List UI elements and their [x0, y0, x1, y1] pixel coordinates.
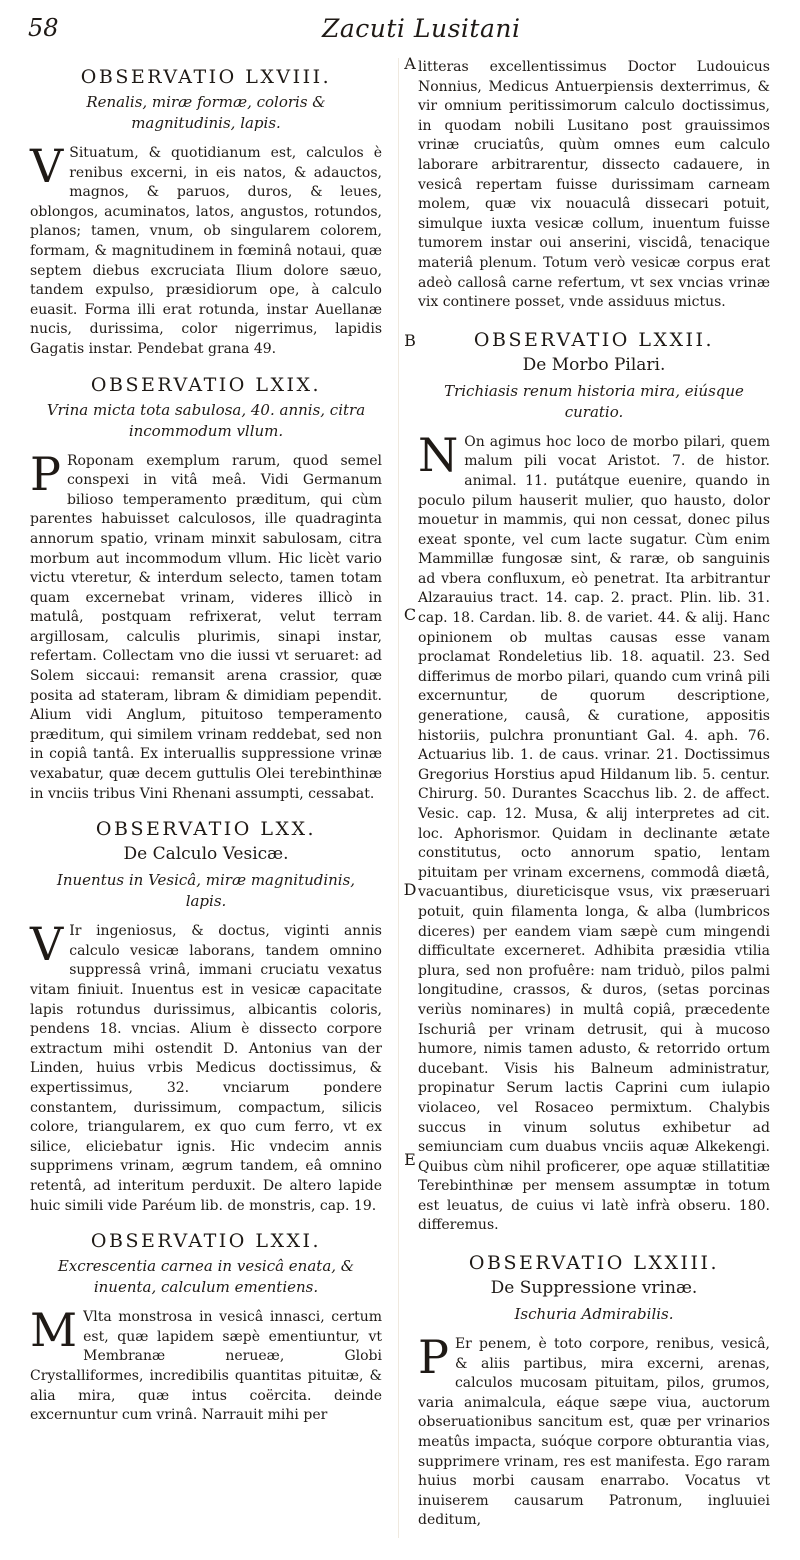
drop-cap: P [418, 1330, 449, 1385]
drop-cap: N [418, 427, 459, 482]
observation-heading: OBSERVATIO LXX. [95, 818, 317, 841]
drop-cap: V [30, 139, 64, 193]
observation-text [30, 917, 382, 1216]
drop-cap: M [30, 1303, 78, 1358]
observation-summary: Trichiasis renum historia mira, eiúsque curatio. [444, 381, 744, 421]
observation-text [418, 1330, 770, 1531]
observation-summary: Renalis, miræ formæ, coloris & magnitudinis, lapis. [86, 93, 326, 132]
observation-text [30, 446, 382, 805]
observation-title: De Morbo Pilari. [522, 354, 666, 375]
drop-cap: V [30, 917, 64, 972]
right-column [418, 58, 770, 1531]
observation-summary: Inuentus in Vesicâ, miræ magnitudinis, lapis. [56, 871, 356, 911]
margin-letter-b: B [404, 331, 416, 350]
observation-summary: Excrescentia carnea in vesicâ enata, & inuenta, calculum ementiens. [57, 1257, 355, 1297]
observation-text [30, 139, 382, 360]
observation-title: De Calculo Vesicæ. [123, 844, 289, 865]
margin-letter-d: D [403, 880, 417, 899]
paragraph-body: Roponam exemplum rarum, quod semel conspexi in vitâ meâ. Vidi Germanum biliosо temperamento præditum, qui cùm parentes habuisset calculosos, ille quadraginta annorum spatio, vrinam minxit sabulosam, citra morbum aut incommodum vllum. Hic licèt vario victu vteretur, & interdum selecto, tamen totam quam excernebat vrinam, videres illicò in matulâ, postquam refrixerat, velut terram argillosam, calculis plurimis, sinapi instar, refertam. Collectam vno die iussi vt seruaret: ad Solem siccaui: remansit arena crassior, quæ posita ad stateram, libram & dimidiam pependit. Alium vidi Anglum, pituitoso temperamento præditum, qui similem vrinam reddebat, sed non in copiâ tantâ. Ex interuallis suppressione vrinæ vexabatur, quæ decem guttulis Olei terebinthinæ in vnciis tribus Vini Rhenani assumpti, cessabat. [30, 452, 382, 802]
page-number: 58 [28, 14, 59, 42]
drop-cap: P [30, 446, 61, 501]
observation-heading: OBSERVATIO LXXIII. [468, 1252, 720, 1275]
paragraph-body: Ir ingeniosus, & doctus, viginti annis calculo vesicæ laborans, tandem omnino suppressâ vrinâ, immani cruciatu vexatus vitam finiuit. Inuentus est in vesicæ capacitate lapis rotundus durissimus, albicantis coloris, pendens 18. vncias. Alium è dissecto corpore extractum mihi ostendit D. Antonius van der Linden, huius vrbis Medicus doctissimus, & expertissimus, 32. vnciarum pondere constantem, durissimum, compactum, silicis colore, triangularem, ex quo cum ferro, vt ex silice, eliciebatur ignis. Hic vndecim annis supprimens vrinam, ægrum tandem, eâ omnino retentâ, ad interitum perduxit. De altero lapide huic simili vide Paréum lib. de monstris, cap. 19. [30, 923, 382, 1214]
running-head [0, 10, 800, 50]
observation-heading: OBSERVATIO LXIX. [90, 373, 322, 396]
observation-text [418, 427, 770, 1236]
paragraph-body: Er penem, è toto corpore, renibus, vesicâ, & aliis partibus, mira excerni, arenas, calculos mucosam pituitam, pilos, grumos, varia animalcula, eáque sæpe viua, auctorum obseruationibus sancitum est, quæ per vrinarios meatûs impacta, suóque corpore obturantia vias, supprimere vrinam, res est manifesta. Ego raram huius morbi causam enarrabo. Vocatus vt inuiserem causarum Patronum, ingluuiei deditum, [418, 1336, 770, 1529]
paragraph-body: On agimus hoc loco de morbo pilari, quem malum pili vocat Aristot. 7. de histor. animal. 11. putátque euenire, quando in poculo pilum hauserit mulier, quo hausto, dolor mouetur in mammis, qui non cessat, donec pilus exeat sponte, vel cum lacte sugatur. Cùm enim Mammillæ fungosæ sint, & raræ, ob sanguinis ad vbera confluxum, eò penetrat. Ita arbitrantur Alzarauius tract. 14. cap. 2. pract. Plin. lib. 31. cap. 18. Cardan. lib. 8. de variet. 44. & alij. Hanc opinionem ob multas causas esse vanam proclamat Rondeletius lib. 18. aquatil. 23. Sed differimus de morbo pilari, quando cum vrinâ pili excernuntur, de quorum descriptione, generatione, causâ, & curatione, appositis historiis, pulchra pronuntiant Gal. 4. aph. 76. Actuarius lib. 1. de caus. vrinar. 21. Doctissimus Gregorius Horstius apud Hildanum lib. 5. centur. Chirurg. 50. Durantes Scacchus lib. 2. de affect. Vesic. cap. 12. Musa, & alij interpretes ad cit. loc. Aphorismor. Quidam in declinante ætate constitutus, octo annorum spatio, lentam pituitam per vrinam excernens, commodâ diætâ, vacuantibus, diureticisque vsus, vix præseruari potuit, quin filamenta longa, & alba (lumbricos diceres) per eandem viam sæpè cum mingendi difficultate excerneret. Adhibita præsidia vtilia plura, sed non profuêre: nam triduò, pilos palmi longitudine, crassos, & duros, (setas porcinas veriùs nominares) in multâ copiâ, præcedente Ischuriâ per vrinam detrusit, qui à mucoso humore, nimis tamen adusto, & retorrido ortum ducebant. Visis his Balneum administratur, propinatur Serum lactis Caprini cum iulapio violaceo, vel Rosaceo permixtum. Chalybis succus in vinum solutus exhibetur ad semiunciam cum duabus vnciis aquæ Alkekengi. Quibus cùm nihil proficerer, ope aquæ stillatitiæ Terebinthinæ per mensem assumptæ in totum est leuatus, de cuius vi latè infrà obseru. 180. differemus. [418, 433, 770, 1234]
continued-text [418, 58, 770, 313]
observation-heading: OBSERVATIO LXXI. [90, 1230, 322, 1253]
margin-letter-a: A [404, 54, 416, 73]
paragraph-body: litteras excellentissimus Doctor Ludouicus Nonnius, Medicus Antuerpiensis dexterrimus, & vir omnium peritissimorum calculo doctissimus, in quodam nobili Lusitano post grauissimos vrinæ cruciatûs, quùm omnes eum calculo laborare arbitrarentur, dissecto cadauere, in vesicâ repertam fuisse durissimam carneam molem, quæ vix nouaculâ dissecari potuit, simulque iuxta vesicæ collum, inuentum fuisse tumorem instar oui anserini, viscidâ, tenacique materiâ plenum. Totum verò vesicæ corpus erat adeò callosâ carne refertum, vt sex vncias vrinæ vix continere posset, vnde assiduus mictus. [418, 59, 770, 311]
margin-letter-e: E [404, 1150, 416, 1169]
observation-heading: OBSERVATIO LXXII. [473, 328, 715, 351]
observation-text [30, 1303, 382, 1426]
paragraph-body: Situatum, & quotidianum est, calculos è renibus excerni, in eis natos, & adauctos, magnos, & paruos, duros, & leues, oblongos, acuminatos, latos, angustos, rotundos, planos; tamen, vnum, ob singularem colorem, formam, & magnitudinem in fœminâ notaui, quæ septem diebus excruciata Ilium dolore sæuo, tandem expulso, præsidiorum ope, à calculo euasit. Forma illi erat rotunda, instar Auellanæ nucis, durissima, color nigerrimus, lapidis Gagatis instar. Pendebat grana 49. [30, 145, 382, 357]
observation-heading: OBSERVATIO LXVIII. [80, 66, 332, 88]
margin-letter-c: C [403, 605, 417, 624]
running-title: Zacuti Lusitani [322, 14, 521, 43]
observation-summary: Vrina micta tota sabulosa, 40. annis, citra incommodum vllum. [46, 400, 366, 440]
paragraph-body: Vlta monstrosa in vesicâ innasci, certum est, quæ lapidem sæpè ementiuntur, vt Membranæ neruеæ, Globi Crystalliformes, incredibilis quantitas pituitæ, & alia mira, quæ intus coërcita. deinde excernuntur cum vrinâ. Narrauit mihi per [30, 1309, 382, 1424]
column-gutter [398, 58, 399, 1538]
observation-summary: Ischuria Admirabilis. [514, 1305, 674, 1324]
observation-title: De Suppressione vrinæ. [490, 1278, 698, 1299]
left-column [30, 58, 382, 1426]
